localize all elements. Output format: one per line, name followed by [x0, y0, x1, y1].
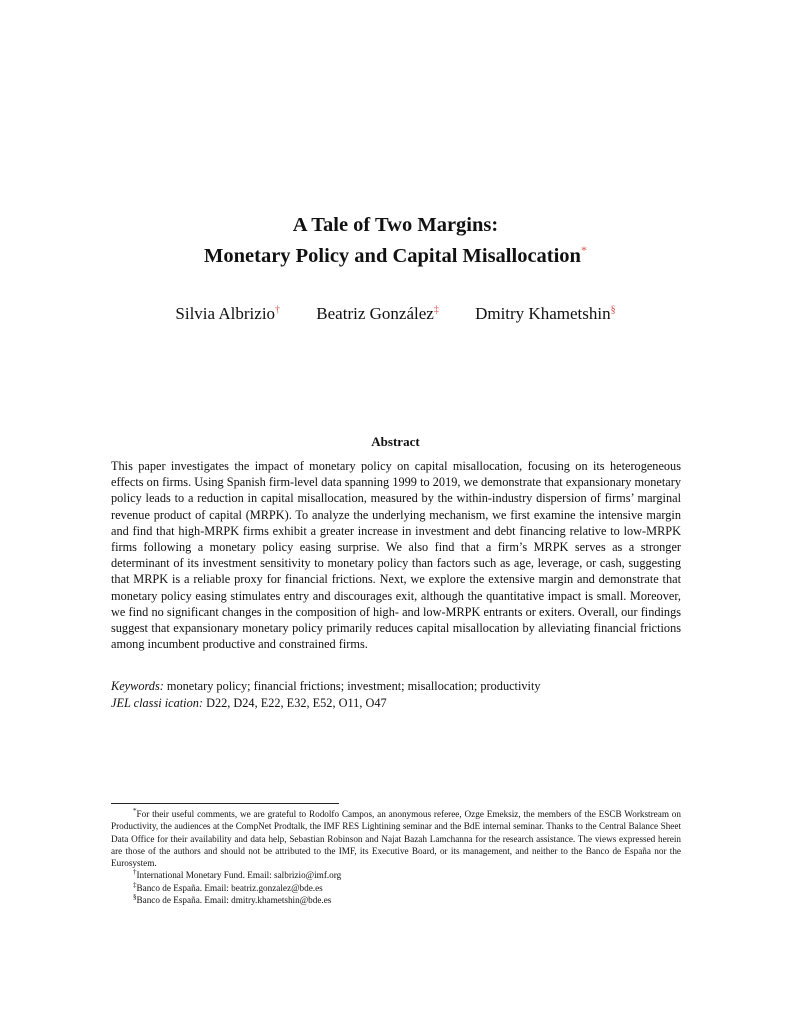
author-3 — [475, 304, 616, 324]
jel-line — [111, 695, 681, 712]
footnote-mark: ‡ — [133, 880, 137, 889]
footnote-divider — [111, 803, 339, 804]
footnote-text: Banco de España. Email: dmitry.khametshin@bde.es — [136, 895, 332, 906]
footnote-mark: * — [133, 806, 137, 815]
keywords-text: monetary policy; financial frictions; investment; misallocation; productivity — [166, 679, 541, 693]
author-name: Dmitry Khametshin — [475, 304, 611, 323]
author-footnote-mark[interactable]: ‡ — [433, 304, 439, 316]
author-list — [0, 304, 791, 324]
paper-title — [0, 210, 791, 272]
author-footnote-mark[interactable]: † — [275, 304, 281, 316]
footnote-affiliation-1 — [111, 869, 681, 881]
author-2 — [316, 304, 439, 324]
footnote-mark: § — [133, 893, 137, 902]
author-footnote-mark[interactable]: § — [610, 304, 616, 316]
author-1 — [175, 304, 280, 324]
footnote-affiliation-3 — [111, 894, 681, 906]
footnote-text: Banco de España. Email: beatriz.gonzalez@bde.es — [136, 882, 323, 893]
footnote-text: For their useful comments, we are grateful to Rodolfo Campos, an anonymous referee, Ozge Emeksiz, the members of the ESCB Workstream on Productivity, the audiences at the CompNet Prodtalk, the IMF RES Lightining seminar and the BdE internal seminar. Thanks to the Central Balance Sheet Data Office for their availability and data help, Sebastian Robinson and Najat Bazah Lamchanna for the research assistance. The views expressed herein are those of the authors and should not be attributed to the IMF, its Executive Board, or its management, and neither to the Banco de España nor the Eurosystem. — [111, 809, 681, 869]
jel-label: JEL classi ication: — [111, 696, 203, 710]
abstract-text: This paper investigates the impact of monetary policy on capital misallocation, focusing on its heterogeneous effects on firms. Using Spanish firm-level data spanning 1999 to 2019, we demonstrate that expansionary monetary policy leads to a reduction in capital misallocation, measured by the within-industry dispersion of firms’ marginal revenue product of capital (MRPK). To analyze the underlying mechanism, we first examine the intensive margin and find that high-MRPK firms exhibit a greater increase in investment and debt financing relative to low-MRPK firms following a monetary policy easing surprise. We also find that a firm’s MRPK serves as a stronger determinant of its investment sensitivity to monetary policy than factors such as age, leverage, or cash, suggesting that MRPK is a reliable proxy for financial frictions. Next, we explore the extensive margin and demonstrate that monetary policy easing stimulates entry and discourages exit, although the quantitative impact is small. Moreover, we find no significant changes in the composition of high- and low-MRPK entrants or exiters. Overall, our findings suggest that expansionary monetary policy primarily reduces capital misallocation by alleviating financial frictions among incumbent productive and constrained firms. — [111, 459, 681, 652]
abstract-heading: Abstract — [371, 434, 420, 449]
footnote-affiliation-2 — [111, 882, 681, 894]
keywords-label: Keywords: — [111, 679, 164, 693]
title-line-1: A Tale of Two Margins: — [292, 214, 499, 236]
footnotes — [111, 808, 681, 906]
title-line-2 — [0, 241, 791, 272]
keywords-line — [111, 678, 681, 695]
title-footnote-mark[interactable]: * — [580, 243, 587, 258]
author-name: Beatriz González — [316, 304, 434, 323]
footnote-mark: † — [133, 868, 137, 877]
keywords-block — [111, 678, 681, 712]
footnote-acknowledgements — [111, 808, 681, 869]
author-name: Silvia Albrizio — [175, 304, 276, 323]
footnote-text: International Monetary Fund. Email: salbrizio@imf.org — [136, 870, 342, 881]
title-line-2-text: Monetary Policy and Capital Misallocation — [204, 245, 581, 267]
jel-text: D22, D24, E22, E32, E52, O11, O47 — [206, 696, 387, 710]
